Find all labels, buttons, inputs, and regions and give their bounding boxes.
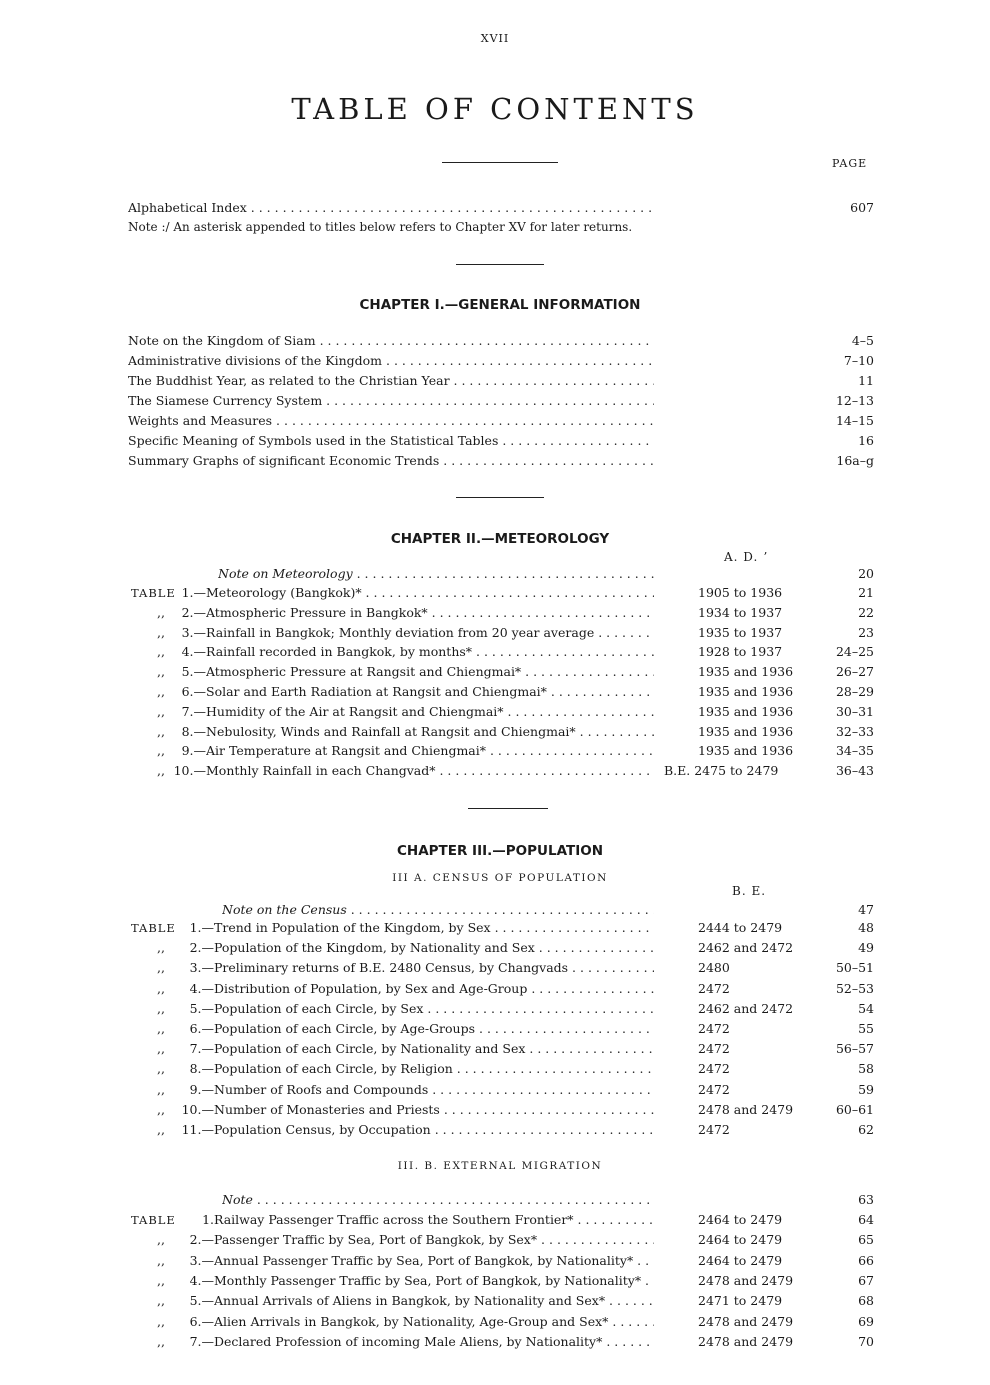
entry-years: 1935 and 1936 [698,743,794,759]
entry-page: 58 [858,1061,874,1077]
table-number: 8.— [181,723,206,739]
note-text: Note :/ An asterisk appended to titles below refers to Chapter XV for later returns. [128,220,633,234]
ditto-mark: ,, [157,684,165,699]
toc-entry[interactable] [0,412,990,430]
entry-years: 2472 [698,1021,730,1036]
entry-years: 1935 to 1937 [698,624,783,640]
entry-label: Note on the Kingdom of Siam . . . [128,332,654,350]
entry-years: 2462 and 2472 [698,1000,794,1016]
toc-table-entry[interactable] [0,1333,990,1351]
entry-years: 2478 and 2479 [698,1333,794,1349]
entry-page: 62 [858,1122,874,1137]
entry-label [222,901,654,919]
table-word: TABLE [131,586,176,600]
section-3a-heading: III A. CENSUS OF POPULATION [392,872,608,884]
table-number: 7.— [189,1041,214,1057]
ditto-mark: ,, [157,1061,165,1077]
toc-table-entry[interactable] [0,939,990,957]
entry-label: Annual Arrivals of Aliens in Bangkok, by Nationality and Sex* . . . [214,1292,654,1310]
table-number: 1.— [181,585,206,600]
entry-label: Alphabetical Index . . . [128,199,654,217]
entry-page: 22 [858,604,874,620]
toc-table-entry[interactable] [0,1081,990,1099]
entry-page: 20 [858,566,874,581]
table-number: 2.— [189,1232,214,1248]
table-number: 3.— [189,1252,214,1268]
toc-table-entry[interactable] [0,959,990,977]
entry-years: 2462 and 2472 [698,940,794,956]
toc-table-entry[interactable] [0,1211,990,1229]
entry-page: 60–61 [835,1101,874,1117]
ditto-mark: ,, [157,1252,165,1268]
entry-label: Railway Passenger Traffic across the Southern Frontier* . . . [214,1211,654,1229]
table-word: TABLE [131,1213,176,1227]
entry-years: 2472 [698,1081,730,1097]
toc-table-entry[interactable] [0,604,990,622]
table-number: 10.— [181,1101,214,1117]
toc-table-entry[interactable] [0,762,990,780]
entry-page: 21 [858,585,874,600]
entry-years: 1934 to 1937 [698,604,783,620]
table-number: 2.— [181,604,206,620]
entry-page: 26–27 [835,664,874,680]
table-number: 7.— [189,1333,214,1349]
toc-table-entry[interactable] [0,1101,990,1119]
entry-label: Population of the Kingdom, by Nationality and Sex . . . [214,939,654,957]
toc-table-entry[interactable] [0,584,990,602]
table-number: 7.— [181,703,206,719]
ditto-mark: ,, [157,1122,165,1137]
entry-years: 2464 to 2479 [698,1232,783,1248]
entry-label: Weights and Measures . . . [128,412,654,430]
entry-years: 2472 [698,980,730,996]
entry-label: Air Temperature at Rangsit and Chiengmai* . . . [206,742,654,760]
ditto-mark: ,, [157,1000,165,1016]
asterisk-note [0,218,990,236]
page-title: TABLE OF CONTENTS [291,92,699,126]
entry-page: 23 [858,624,874,640]
table-number: 1. [202,1212,214,1227]
ditto-mark: ,, [157,1313,165,1329]
toc-entry-note-meteorology[interactable] [0,565,990,583]
ditto-mark: ,, [157,703,165,719]
entry-label [222,1191,654,1209]
entry-page: 63 [858,1192,874,1207]
table-number: 6.— [189,1313,214,1329]
toc-table-entry[interactable] [0,643,990,661]
entry-label: Population of each Circle, by Religion . . . [214,1060,654,1078]
year-column-header: B. E. [732,884,767,898]
toc-table-entry[interactable] [0,723,990,741]
entry-page: 69 [858,1313,874,1329]
entry-years: B.E. 2475 to 2479 [664,763,779,779]
entry-label: Specific Meaning of Symbols used in the Statistical Tables . . . [128,432,654,450]
entry-label: Rainfall in Bangkok; Monthly deviation from 20 year average . . . [206,624,654,642]
toc-entry[interactable] [0,432,990,450]
ditto-mark: ,, [157,624,165,640]
divider [442,162,558,163]
entry-label: Administrative divisions of the Kingdom . . . [128,352,654,370]
entry-label: Passenger Traffic by Sea, Port of Bangkok, by Sex* . . . [214,1231,654,1249]
entry-label: Population of each Circle, by Nationality and Sex . . . [214,1040,654,1058]
table-number: 5.— [181,664,206,680]
entry-label: Rainfall recorded in Bangkok, by months* . . . [206,643,654,661]
ditto-mark: ,, [157,1333,165,1349]
entry-page: 36–43 [835,763,874,779]
entry-page: 32–33 [835,723,874,739]
entry-years: 2464 to 2479 [698,1212,783,1227]
entry-label: Population Census, by Occupation . . . [214,1121,654,1139]
entry-page: 59 [858,1081,874,1097]
toc-entry[interactable] [0,452,990,470]
table-number: 10.— [173,763,206,779]
entry-page: 30–31 [835,703,874,719]
ditto-mark: ,, [157,723,165,739]
ditto-mark: ,, [157,604,165,620]
entry-label: Preliminary returns of B.E. 2480 Census, by Changvads . . . [214,959,654,977]
entry-page: 14–15 [835,413,874,428]
entry-label: The Siamese Currency System . . . [128,392,654,410]
toc-table-entry[interactable] [0,1313,990,1331]
entry-page: 49 [858,940,874,956]
entry-years: 2478 and 2479 [698,1313,794,1329]
entry-label: Number of Monasteries and Priests . . . [214,1101,654,1119]
entry-page: 56–57 [835,1041,874,1057]
toc-table-entry[interactable] [0,1252,990,1270]
entry-page: 16a–g [836,453,874,468]
table-word: TABLE [131,921,176,935]
toc-table-entry[interactable] [0,703,990,721]
entry-label: Monthly Passenger Traffic by Sea, Port of Bangkok, by Nationality* . . . [214,1272,654,1290]
entry-label: Population of each Circle, by Sex . . . [214,1000,654,1018]
entry-page: 54 [858,1000,874,1016]
ditto-mark: ,, [157,743,165,759]
entry-label: Summary Graphs of significant Economic Trends . . . [128,452,654,470]
chapter-3-heading: CHAPTER III.—POPULATION [396,843,603,859]
entry-years: 1935 and 1936 [698,684,794,699]
toc-table-entry[interactable] [0,919,990,937]
table-number: 1.— [189,920,214,935]
toc-table-entry[interactable] [0,1272,990,1290]
toc-table-entry[interactable] [0,1231,990,1249]
table-number: 3.— [189,960,214,976]
ditto-mark: ,, [157,1081,165,1097]
toc-table-entry[interactable] [0,624,990,642]
entry-page: 34–35 [835,743,874,759]
entry-years: 1935 and 1936 [698,703,794,719]
entry-page: 66 [858,1252,874,1268]
entry-page: 48 [858,920,874,935]
entry-page: 70 [858,1333,874,1349]
entry-label: Declared Profession of incoming Male Aliens, by Nationality* . . . [214,1333,654,1351]
entry-years: 2480 [698,960,730,976]
toc-entry[interactable] [0,332,990,350]
toc-table-entry[interactable] [0,1020,990,1038]
note-label: Note on Meteorology [218,566,353,581]
entry-page: 64 [858,1212,874,1227]
ditto-mark: ,, [157,664,165,680]
entry-label: Distribution of Population, by Sex and Age-Group . . . [214,980,654,998]
entry-label: Atmospheric Pressure at Rangsit and Chiengmai* . . . [206,663,654,681]
toc-table-entry[interactable] [0,1040,990,1058]
entry-label: Humidity of the Air at Rangsit and Chiengmai* . . . [206,703,654,721]
entry-label: The Buddhist Year, as related to the Christian Year . . . [128,372,654,390]
entry-label: Alien Arrivals in Bangkok, by Nationality, Age-Group and Sex* . . . [214,1313,654,1331]
table-number: 6.— [189,1021,214,1036]
entry-page: 50–51 [835,960,874,976]
entry-page: 11 [858,373,874,388]
entry-page: 7–10 [843,353,874,368]
table-number: 9.— [181,743,206,759]
page-number: XVII [480,32,510,45]
table-number: 2.— [189,940,214,956]
toc-table-entry[interactable] [0,1121,990,1139]
toc-entry-index[interactable] [0,199,990,217]
ditto-mark: ,, [157,960,165,976]
toc-entry-note-census[interactable] [0,901,990,919]
ditto-mark: ,, [157,1021,165,1036]
entry-years: 1935 and 1936 [698,723,794,739]
year-column-header: A. D. ʼ [724,550,768,564]
entry-page: 24–25 [835,644,874,660]
divider [468,808,548,809]
ditto-mark: ,, [157,940,165,956]
entry-years: 2472 [698,1122,730,1137]
toc-table-entry[interactable] [0,980,990,998]
note-label: Note on the Census [222,902,347,917]
section-3b-heading: III. B. EXTERNAL MIGRATION [397,1160,603,1172]
toc-table-entry[interactable] [0,742,990,760]
table-number: 6.— [181,684,206,699]
entry-label: Meteorology (Bangkok)* . . . [206,584,654,602]
entry-page: 16 [858,433,874,448]
toc-table-entry[interactable] [0,1292,990,1310]
entry-label: Trend in Population of the Kingdom, by Sex . . . [214,919,654,937]
entry-page: 67 [858,1272,874,1288]
divider [456,264,544,265]
toc-entry[interactable] [0,372,990,390]
entry-years: 1935 and 1936 [698,664,794,680]
toc-table-entry[interactable] [0,683,990,701]
ditto-mark: ,, [157,1272,165,1288]
entry-years: 2471 to 2479 [698,1293,783,1309]
toc-table-entry[interactable] [0,663,990,681]
entry-page: 4–5 [851,333,874,348]
ditto-mark: ,, [157,1101,165,1117]
toc-entry-note-migration[interactable] [0,1191,990,1209]
entry-page: 12–13 [835,393,874,408]
entry-years: 2464 to 2479 [698,1252,783,1268]
table-number: 3.— [181,624,206,640]
entry-page: 28–29 [835,684,874,699]
entry-page: 52–53 [835,980,874,996]
ditto-mark: ,, [157,1041,165,1057]
entry-page: 55 [858,1021,874,1036]
ditto-mark: ,, [157,1232,165,1248]
entry-label: Population of each Circle, by Age-Groups . . . [214,1020,654,1038]
chapter-1-heading: CHAPTER I.—GENERAL INFORMATION [359,297,641,313]
page-column-header: PAGE [832,157,868,170]
entry-page: 607 [850,200,874,215]
toc-table-entry[interactable] [0,1000,990,1018]
entry-years: 2444 to 2479 [698,920,783,935]
table-number: 5.— [189,1293,214,1309]
table-number: 4.— [189,980,214,996]
ditto-mark: ,, [157,644,165,660]
entry-years: 2472 [698,1041,730,1057]
entry-label: Atmospheric Pressure in Bangkok* . . . [206,604,654,622]
entry-page: 65 [858,1232,874,1248]
table-number: 9.— [189,1081,214,1097]
table-number: 11.— [181,1122,214,1137]
toc-entry[interactable] [0,352,990,370]
entry-label: Nebulosity, Winds and Rainfall at Rangsit and Chiengmai* . . . [206,723,654,741]
entry-page: 68 [858,1293,874,1309]
entry-page: 47 [858,902,874,917]
ditto-mark: ,, [157,980,165,996]
toc-entry[interactable] [0,392,990,410]
chapter-2-heading: CHAPTER II.—METEOROLOGY [390,531,610,547]
entry-years: 2472 [698,1061,730,1077]
entry-years: 1928 to 1937 [698,644,783,660]
table-number: 8.— [189,1061,214,1077]
entry-label: Annual Passenger Traffic by Sea, Port of Bangkok, by Nationality* . . . [214,1252,654,1270]
entry-label [218,565,654,583]
entry-years: 2478 and 2479 [698,1272,794,1288]
divider [456,497,544,498]
entry-label: Number of Roofs and Compounds . . . [214,1081,654,1099]
entry-years: 2478 and 2479 [698,1101,794,1117]
entry-years: 1905 to 1936 [698,585,783,600]
entry-label: Solar and Earth Radiation at Rangsit and Chiengmai* . . . [206,683,654,701]
table-number: 4.— [181,644,206,660]
table-number: 5.— [189,1000,214,1016]
toc-table-entry[interactable] [0,1060,990,1078]
ditto-mark: ,, [157,763,165,779]
table-number: 4.— [189,1272,214,1288]
note-label: Note [222,1192,253,1207]
ditto-mark: ,, [157,1293,165,1309]
entry-label: Monthly Rainfall in each Changvad* . . . [206,762,654,780]
